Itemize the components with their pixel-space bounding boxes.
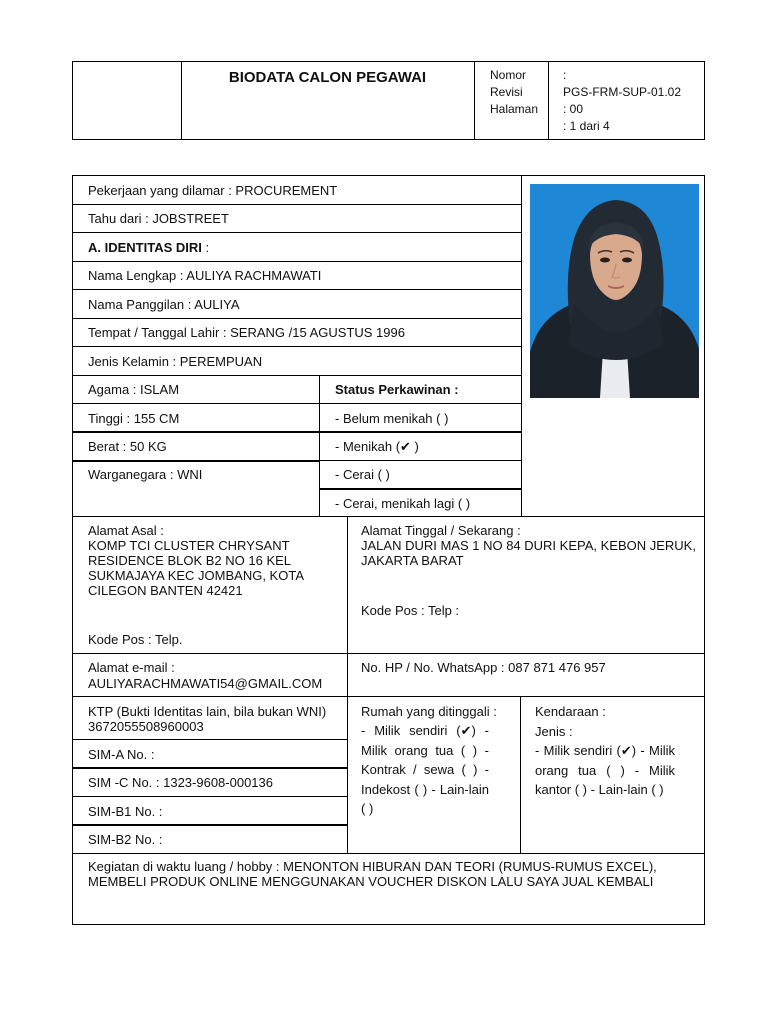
kendaraan-options: - Milik sendiri (✔) - Milik orang tua ( ) - Milik kantor ( ) - Lain-lain ( )	[535, 743, 675, 797]
row-line	[72, 403, 521, 404]
row-line	[72, 204, 521, 205]
alamat-tinggal-label: Alamat Tinggal / Sekarang :	[361, 523, 521, 538]
row-line	[72, 318, 521, 319]
ttl-field: Tempat / Tanggal Lahir : SERANG /15 AGUSTUS 1996	[88, 325, 405, 340]
row-line	[72, 824, 347, 826]
row-line	[72, 289, 521, 290]
rumah-label: Rumah yang ditinggali :	[361, 704, 497, 719]
berat-field: Berat : 50 KG	[88, 439, 167, 454]
tinggi-field: Tinggi : 155 CM	[88, 411, 180, 426]
hobby-line-1: Kegiatan di waktu luang / hobby : MENONTON HIBURAN DAN TEORI (RUMUS-RUMUS EXCEL),	[88, 859, 657, 874]
row-line	[319, 460, 521, 461]
kendaraan-label: Kendaraan :	[535, 704, 606, 719]
header-divider-title	[474, 61, 475, 140]
row-line	[72, 261, 521, 262]
hobby-line-2: MEMBELI PRODUK ONLINE MENGGUNAKAN VOUCHER DISKON LALU SAYA JUAL KEMBALI	[88, 874, 654, 889]
row-line	[319, 488, 521, 490]
row-line	[72, 796, 347, 797]
section-a-colon: :	[201, 240, 210, 255]
kendaraan-jenis: Jenis :	[535, 724, 573, 739]
header-label-revisi: Revisi	[490, 85, 523, 99]
section-a-title: A. IDENTITAS DIRI	[88, 240, 202, 255]
photo-column-divider	[521, 175, 522, 517]
header-label-nomor: Nomor	[490, 68, 527, 82]
nama-panggilan-field: Nama Panggilan : AULIYA	[88, 297, 240, 312]
nama-lengkap-field: Nama Lengkap : AULIYA RACHMAWATI	[88, 268, 322, 283]
row-line	[72, 853, 705, 854]
header-label-halaman: Halaman	[490, 102, 539, 116]
alamat-asal-value: KOMP TCI CLUSTER CHRYSANT RESIDENCE BLOK B2 NO 16 KEL SUKMAJAYA KEC JOMBANG, KOTA CILEGON BANTEN 42421	[88, 538, 304, 598]
ktp-value: 3672055508960003	[88, 719, 204, 734]
section-a-heading	[88, 240, 209, 255]
id-column-divider	[347, 696, 348, 853]
pekerjaan-field: Pekerjaan yang dilamar : PROCUREMENT	[88, 183, 338, 198]
row-line	[72, 767, 347, 769]
header-value-colon: :	[563, 68, 567, 82]
sim-a-field: SIM-A No. :	[88, 747, 155, 762]
alamat-asal-kodepos: Kode Pos : Telp.	[88, 632, 183, 647]
row-line	[72, 739, 347, 740]
status-option-menikah: - Menikah (✔ )	[335, 439, 419, 454]
alamat-asal-label: Alamat Asal :	[88, 523, 164, 538]
email-label: Alamat e-mail :	[88, 660, 175, 675]
portrait-image	[530, 184, 699, 398]
rumah-options: - Milik sendiri (✔) - Milik orang tua ( ) - Kontrak / sewa ( ) - Indekost ( ) - Lain-lain ( )	[361, 723, 489, 816]
status-perkawinan-title: Status Perkawinan :	[335, 382, 459, 397]
status-column-divider	[319, 375, 320, 517]
row-line	[72, 375, 521, 376]
header-value-nomor: PGS-FRM-SUP-01.02	[563, 85, 682, 99]
status-option-cerai: - Cerai ( )	[335, 467, 390, 482]
header-value-revisi: : 00	[563, 102, 584, 116]
row-line	[72, 460, 319, 462]
row-line	[72, 696, 705, 697]
status-option-cerai-lagi: - Cerai, menikah lagi ( )	[335, 496, 471, 511]
row-line	[72, 516, 705, 517]
tahu-dari-field: Tahu dari : JOBSTREET	[88, 211, 229, 226]
alamat-tinggal-value: JALAN DURI MAS 1 NO 84 DURI KEPA, KEBON JERUK, JAKARTA BARAT	[361, 538, 696, 568]
sim-b1-field: SIM-B1 No. :	[88, 804, 163, 819]
sim-c-field: SIM -C No. : 1323-9608-000136	[88, 775, 273, 790]
alamat-tinggal-kodepos: Kode Pos : Telp :	[361, 603, 460, 618]
header-value-halaman: : 1 dari 4	[563, 119, 610, 133]
row-line	[72, 653, 705, 654]
row-line	[72, 346, 521, 347]
profile-photo	[530, 184, 699, 398]
status-option-belum: - Belum menikah ( )	[335, 411, 449, 426]
warganegara-field: Warganegara : WNI	[88, 467, 203, 482]
page-title: BIODATA CALON PEGAWAI	[228, 69, 427, 86]
vehicle-column-divider	[520, 696, 521, 853]
email-value: AULIYARACHMAWATI54@GMAIL.COM	[88, 676, 323, 691]
row-line	[72, 232, 521, 233]
header-divider-meta	[548, 61, 549, 140]
ktp-label: KTP (Bukti Identitas lain, bila bukan WNI)	[88, 704, 327, 719]
sim-b2-field: SIM-B2 No. :	[88, 832, 163, 847]
agama-field: Agama : ISLAM	[88, 382, 180, 397]
hp-field: No. HP / No. WhatsApp : 087 871 476 957	[361, 660, 606, 675]
row-line	[72, 431, 521, 433]
jenis-kelamin-field: Jenis Kelamin : PEREMPUAN	[88, 354, 263, 369]
address-column-divider	[347, 516, 348, 696]
